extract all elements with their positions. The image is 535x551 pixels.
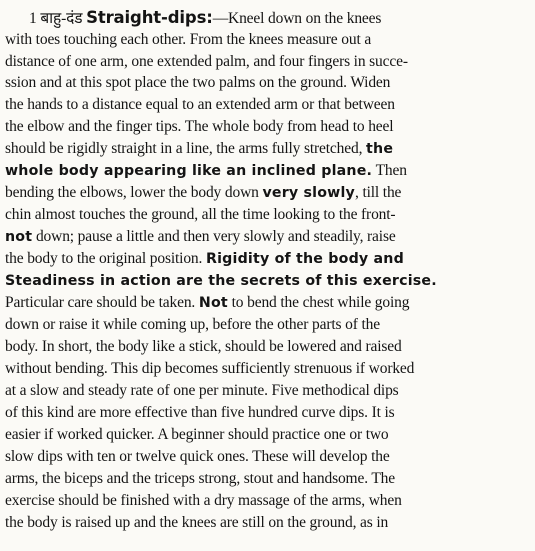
emphasis-text: Steadiness in action are the secrets of this exercise.	[5, 273, 437, 289]
body-text: the hands to a distance equal to an extended arm or that between	[5, 96, 395, 113]
text-line	[5, 30, 371, 50]
text-line	[5, 95, 395, 115]
body-text: bending the elbows, lower the body down	[5, 184, 263, 201]
body-text: ssion and at this spot place the two palms on the ground. Widen	[5, 74, 391, 91]
text-line	[5, 161, 407, 181]
text-line	[5, 293, 409, 313]
body-text: 1 बाहु-दंड	[29, 10, 87, 27]
body-text: exercise should be finished with a dry massage of the arms, when	[5, 492, 402, 509]
body-text: chin almost touches the ground, all the time looking to the front-	[5, 206, 396, 223]
text-line	[5, 205, 395, 225]
emphasis-text: whole body appearing like an inclined plane.	[5, 163, 373, 179]
text-line	[5, 491, 402, 511]
body-text: down; pause a little and then very slowly and steadily, raise	[32, 228, 396, 245]
body-text: , till the	[355, 184, 402, 201]
body-text: body. In short, the body like a stick, should be lowered and raised	[5, 338, 402, 355]
body-text: the body is raised up and the knees are still on the ground, as in	[5, 514, 389, 531]
text-line	[5, 469, 395, 489]
body-text: Particular care should be taken.	[5, 294, 199, 311]
text-line	[5, 447, 390, 467]
body-text: distance of one arm, one extended palm, and four fingers in succe-	[5, 53, 408, 70]
text-line	[5, 381, 399, 401]
body-text: with toes touching each other. From the knees measure out a	[5, 31, 372, 48]
text-line	[5, 249, 404, 269]
emphasis-text: very slowly	[262, 185, 355, 201]
text-line	[5, 337, 402, 357]
body-text: —Kneel down on the knees	[212, 10, 382, 27]
emphasis-text: Not	[198, 295, 228, 311]
heading-line	[29, 8, 381, 29]
text-line	[5, 403, 395, 423]
text-line	[5, 271, 437, 291]
text-line	[5, 513, 388, 533]
text-line	[5, 73, 390, 93]
body-text: should be rigidly straight in a line, the arms fully stretched,	[5, 140, 367, 157]
text-line	[5, 315, 380, 335]
body-text: slow dips with ten or twelve quick ones. These will develop the	[5, 448, 390, 465]
text-line	[5, 139, 393, 159]
body-text: the elbow and the finger tips. The whole body from head to heel	[5, 118, 394, 135]
text-line	[5, 52, 408, 72]
body-text: down or raise it while coming up, before the other parts of the	[5, 316, 380, 333]
heading-title: Straight-dips:	[86, 8, 213, 27]
body-text: Then	[372, 162, 407, 179]
text-line	[5, 117, 393, 137]
body-text: easier if worked quicker. A beginner should practice one or two	[5, 426, 389, 443]
body-text: arms, the biceps and the triceps strong, stout and handsome. The	[5, 470, 396, 487]
text-line	[5, 183, 401, 203]
text-line	[5, 425, 389, 445]
body-text: without bending. This dip becomes sufficiently strenuous if worked	[5, 360, 415, 377]
emphasis-text: not	[5, 229, 33, 245]
text-line	[5, 359, 414, 379]
emphasis-text: Rigidity of the body and	[205, 251, 404, 267]
body-text: to bend the chest while going	[227, 294, 410, 311]
text-line	[5, 227, 396, 247]
body-text: the body to the original position.	[5, 250, 206, 267]
emphasis-text: the	[366, 141, 394, 157]
body-text: of this kind are more effective than five hundred curve dips. It is	[5, 404, 395, 421]
body-text: at a slow and steady rate of one per minute. Five methodical dips	[5, 382, 399, 399]
